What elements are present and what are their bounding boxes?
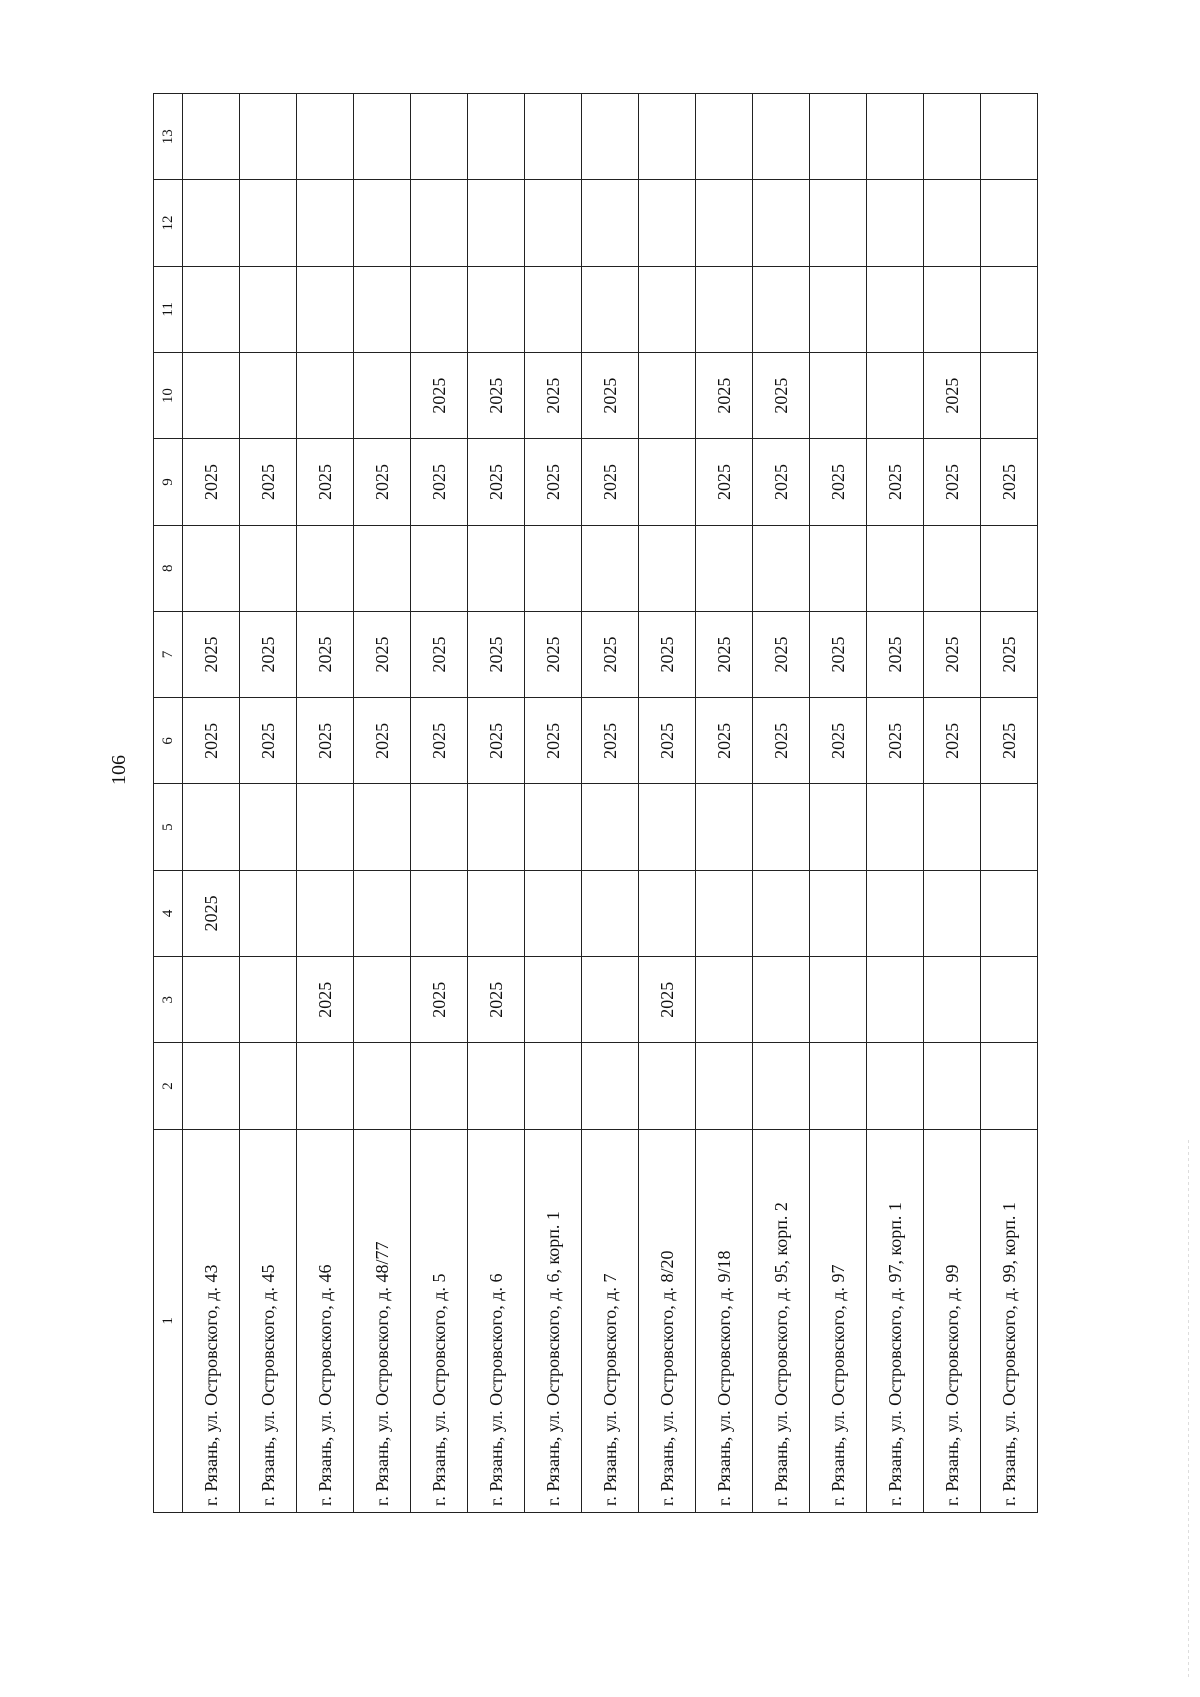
address-cell: г. Рязань, ул. Островского, д. 99, корп. 1: [981, 1129, 1038, 1512]
year-cell: 2025: [468, 698, 525, 784]
year-cell: 2025: [525, 352, 582, 438]
year-cell: [354, 784, 411, 870]
column-header: 11: [154, 266, 183, 352]
column-header: 10: [154, 352, 183, 438]
address-cell: г. Рязань, ул. Островского, д. 6, корп. 1: [525, 1129, 582, 1512]
address-cell: г. Рязань, ул. Островского, д. 48/77: [354, 1129, 411, 1512]
table-row: [240, 94, 297, 1513]
table-row: [639, 94, 696, 1513]
year-cell: [411, 784, 468, 870]
year-cell: [354, 94, 411, 180]
year-cell: [183, 957, 240, 1043]
year-cell: 2025: [867, 698, 924, 784]
year-cell: [240, 1043, 297, 1129]
year-cell: 2025: [810, 698, 867, 784]
year-cell: 2025: [696, 611, 753, 697]
year-cell: [639, 1043, 696, 1129]
year-cell: [297, 1043, 354, 1129]
year-cell: [183, 180, 240, 266]
year-cell: 2025: [924, 439, 981, 525]
year-cell: [582, 180, 639, 266]
year-cell: [354, 957, 411, 1043]
column-header: 13: [154, 94, 183, 180]
year-cell: [411, 525, 468, 611]
table-row: [411, 94, 468, 1513]
table-row: [468, 94, 525, 1513]
year-cell: 2025: [525, 698, 582, 784]
year-cell: 2025: [525, 439, 582, 525]
year-cell: [867, 94, 924, 180]
year-cell: [981, 180, 1038, 266]
year-cell: 2025: [924, 698, 981, 784]
year-cell: [468, 94, 525, 180]
year-cell: 2025: [354, 439, 411, 525]
year-cell: [525, 266, 582, 352]
year-cell: [297, 180, 354, 266]
year-cell: 2025: [240, 611, 297, 697]
year-cell: [297, 352, 354, 438]
year-cell: [696, 870, 753, 956]
year-cell: 2025: [240, 439, 297, 525]
year-cell: 2025: [411, 439, 468, 525]
year-cell: 2025: [183, 870, 240, 956]
year-cell: [354, 1043, 411, 1129]
year-cell: [753, 870, 810, 956]
column-header: 5: [154, 784, 183, 870]
column-header: 7: [154, 611, 183, 697]
year-cell: [411, 870, 468, 956]
year-cell: [297, 870, 354, 956]
year-cell: 2025: [867, 439, 924, 525]
year-cell: [924, 957, 981, 1043]
address-cell: г. Рязань, ул. Островского, д. 99: [924, 1129, 981, 1512]
year-cell: [411, 266, 468, 352]
year-cell: [411, 180, 468, 266]
year-cell: [981, 94, 1038, 180]
schedule-table: [153, 93, 1038, 1513]
table-row: [582, 94, 639, 1513]
year-cell: [696, 525, 753, 611]
year-cell: [240, 957, 297, 1043]
year-cell: [696, 94, 753, 180]
year-cell: [981, 525, 1038, 611]
page-number: 106: [108, 755, 130, 785]
year-cell: 2025: [183, 611, 240, 697]
year-cell: [810, 180, 867, 266]
year-cell: [810, 784, 867, 870]
table-row: [810, 94, 867, 1513]
year-cell: 2025: [696, 698, 753, 784]
year-cell: [582, 957, 639, 1043]
column-header: 4: [154, 870, 183, 956]
year-cell: [354, 266, 411, 352]
address-cell: г. Рязань, ул. Островского, д. 9/18: [696, 1129, 753, 1512]
year-cell: [981, 784, 1038, 870]
year-cell: [696, 957, 753, 1043]
table-row: [354, 94, 411, 1513]
table-body: [183, 94, 1038, 1513]
year-cell: 2025: [639, 611, 696, 697]
year-cell: 2025: [297, 611, 354, 697]
year-cell: 2025: [297, 957, 354, 1043]
address-cell: г. Рязань, ул. Островского, д. 43: [183, 1129, 240, 1512]
year-cell: 2025: [525, 611, 582, 697]
year-cell: [582, 784, 639, 870]
year-cell: 2025: [411, 698, 468, 784]
year-cell: [240, 352, 297, 438]
year-cell: [639, 784, 696, 870]
year-cell: [525, 525, 582, 611]
year-cell: [468, 1043, 525, 1129]
table-row: [525, 94, 582, 1513]
table-row: [753, 94, 810, 1513]
column-header: 2: [154, 1043, 183, 1129]
year-cell: 2025: [354, 611, 411, 697]
year-cell: [981, 957, 1038, 1043]
table-row: [924, 94, 981, 1513]
year-cell: [924, 525, 981, 611]
year-cell: [753, 957, 810, 1043]
year-cell: [525, 870, 582, 956]
year-cell: [810, 957, 867, 1043]
year-cell: 2025: [411, 352, 468, 438]
year-cell: [753, 94, 810, 180]
year-cell: [753, 180, 810, 266]
year-cell: [354, 180, 411, 266]
year-cell: 2025: [810, 611, 867, 697]
year-cell: [639, 525, 696, 611]
year-cell: [753, 266, 810, 352]
year-cell: [582, 266, 639, 352]
year-cell: 2025: [924, 611, 981, 697]
year-cell: [240, 266, 297, 352]
year-cell: 2025: [582, 611, 639, 697]
year-cell: [867, 784, 924, 870]
year-cell: [810, 94, 867, 180]
year-cell: [696, 266, 753, 352]
column-header: 6: [154, 698, 183, 784]
column-header: 8: [154, 525, 183, 611]
year-cell: [468, 784, 525, 870]
year-cell: [183, 352, 240, 438]
year-cell: [582, 94, 639, 180]
year-cell: 2025: [411, 957, 468, 1043]
year-cell: [924, 1043, 981, 1129]
address-cell: г. Рязань, ул. Островского, д. 97, корп. 1: [867, 1129, 924, 1512]
year-cell: 2025: [582, 352, 639, 438]
address-cell: г. Рязань, ул. Островского, д. 97: [810, 1129, 867, 1512]
year-cell: [867, 180, 924, 266]
year-cell: 2025: [468, 611, 525, 697]
year-cell: [468, 870, 525, 956]
year-cell: [924, 870, 981, 956]
year-cell: [981, 1043, 1038, 1129]
year-cell: 2025: [240, 698, 297, 784]
address-cell: г. Рязань, ул. Островского, д. 5: [411, 1129, 468, 1512]
year-cell: 2025: [696, 352, 753, 438]
year-cell: [924, 266, 981, 352]
address-cell: г. Рязань, ул. Островского, д. 95, корп. 2: [753, 1129, 810, 1512]
year-cell: 2025: [183, 439, 240, 525]
column-header: 12: [154, 180, 183, 266]
year-cell: 2025: [981, 698, 1038, 784]
year-cell: [411, 1043, 468, 1129]
year-cell: 2025: [582, 698, 639, 784]
column-header: 1: [154, 1129, 183, 1512]
column-header: 3: [154, 957, 183, 1043]
year-cell: [525, 1043, 582, 1129]
year-cell: [183, 94, 240, 180]
year-cell: 2025: [753, 698, 810, 784]
year-cell: [924, 94, 981, 180]
year-cell: 2025: [639, 957, 696, 1043]
year-cell: [696, 784, 753, 870]
year-cell: [354, 870, 411, 956]
year-cell: [696, 1043, 753, 1129]
year-cell: [297, 784, 354, 870]
year-cell: [240, 94, 297, 180]
year-cell: 2025: [867, 611, 924, 697]
year-cell: [240, 180, 297, 266]
year-cell: [297, 266, 354, 352]
year-cell: 2025: [753, 439, 810, 525]
year-cell: [183, 784, 240, 870]
year-cell: [525, 94, 582, 180]
year-cell: 2025: [753, 611, 810, 697]
year-cell: [639, 180, 696, 266]
year-cell: [297, 94, 354, 180]
year-cell: [183, 1043, 240, 1129]
year-cell: 2025: [468, 352, 525, 438]
year-cell: [525, 957, 582, 1043]
year-cell: [468, 525, 525, 611]
year-cell: [696, 180, 753, 266]
schedule-table-container: [153, 93, 1038, 1513]
year-cell: [639, 439, 696, 525]
year-cell: [924, 180, 981, 266]
year-cell: [183, 525, 240, 611]
year-cell: [753, 784, 810, 870]
year-cell: [810, 525, 867, 611]
year-cell: 2025: [468, 957, 525, 1043]
table-row: [696, 94, 753, 1513]
year-cell: [810, 352, 867, 438]
address-cell: г. Рязань, ул. Островского, д. 7: [582, 1129, 639, 1512]
year-cell: [867, 525, 924, 611]
table-row: [183, 94, 240, 1513]
address-cell: г. Рязань, ул. Островского, д. 46: [297, 1129, 354, 1512]
year-cell: 2025: [468, 439, 525, 525]
year-cell: [582, 870, 639, 956]
year-cell: [582, 1043, 639, 1129]
year-cell: 2025: [411, 611, 468, 697]
year-cell: [582, 525, 639, 611]
year-cell: [240, 870, 297, 956]
year-cell: [981, 870, 1038, 956]
year-cell: [468, 180, 525, 266]
year-cell: [753, 1043, 810, 1129]
year-cell: [810, 266, 867, 352]
header-row: [154, 94, 183, 1513]
year-cell: 2025: [924, 352, 981, 438]
year-cell: [354, 352, 411, 438]
year-cell: [639, 94, 696, 180]
scan-edge-artifact: [1188, 1140, 1189, 1680]
year-cell: 2025: [297, 439, 354, 525]
year-cell: [810, 1043, 867, 1129]
year-cell: 2025: [183, 698, 240, 784]
year-cell: [639, 870, 696, 956]
address-cell: г. Рязань, ул. Островского, д. 8/20: [639, 1129, 696, 1512]
year-cell: [240, 525, 297, 611]
year-cell: [924, 784, 981, 870]
year-cell: [867, 957, 924, 1043]
year-cell: [468, 266, 525, 352]
year-cell: [867, 352, 924, 438]
year-cell: [525, 180, 582, 266]
year-cell: 2025: [582, 439, 639, 525]
year-cell: [867, 1043, 924, 1129]
year-cell: [411, 94, 468, 180]
column-header: 9: [154, 439, 183, 525]
year-cell: [183, 266, 240, 352]
year-cell: [867, 870, 924, 956]
year-cell: [981, 352, 1038, 438]
address-cell: г. Рязань, ул. Островского, д. 45: [240, 1129, 297, 1512]
year-cell: [810, 870, 867, 956]
year-cell: [525, 784, 582, 870]
table-row: [867, 94, 924, 1513]
address-cell: г. Рязань, ул. Островского, д. 6: [468, 1129, 525, 1512]
year-cell: [639, 266, 696, 352]
year-cell: 2025: [753, 352, 810, 438]
year-cell: [240, 784, 297, 870]
year-cell: 2025: [696, 439, 753, 525]
table-row: [297, 94, 354, 1513]
year-cell: 2025: [810, 439, 867, 525]
year-cell: [354, 525, 411, 611]
year-cell: [981, 266, 1038, 352]
year-cell: 2025: [981, 439, 1038, 525]
year-cell: 2025: [354, 698, 411, 784]
year-cell: [297, 525, 354, 611]
year-cell: [639, 352, 696, 438]
year-cell: 2025: [639, 698, 696, 784]
year-cell: [867, 266, 924, 352]
table-row: [981, 94, 1038, 1513]
year-cell: [753, 525, 810, 611]
year-cell: 2025: [981, 611, 1038, 697]
year-cell: 2025: [297, 698, 354, 784]
